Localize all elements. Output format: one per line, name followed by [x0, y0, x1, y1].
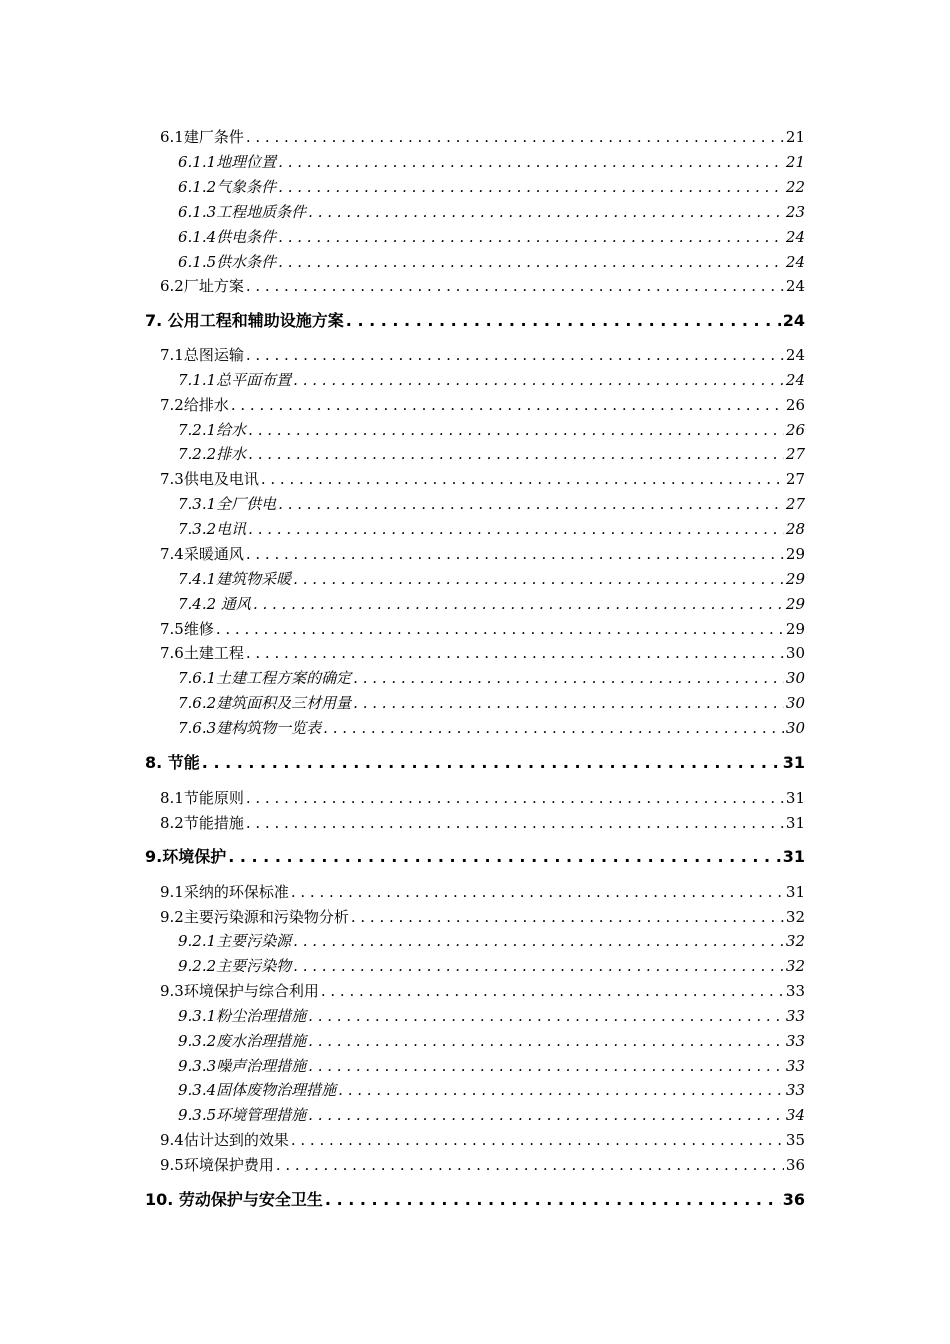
toc-dot-leader	[293, 955, 784, 977]
toc-page-number: 31	[782, 753, 805, 772]
toc-dot-leader	[278, 176, 784, 198]
toc-entry-label: 7.2.1给水	[178, 421, 247, 439]
toc-dot-leader	[246, 126, 784, 148]
toc-page-number: 24	[785, 228, 805, 246]
toc-page-number: 27	[785, 495, 805, 513]
toc-page-number: 36	[782, 1190, 805, 1209]
toc-entry-label: 6.1.4供电条件	[178, 228, 277, 246]
toc-entry-label: 6.1.1地理位置	[178, 153, 277, 171]
toc-entry[interactable]	[178, 1055, 805, 1077]
toc-page-number: 32	[785, 908, 805, 926]
toc-chapter-entry[interactable]	[145, 310, 805, 332]
toc-dot-leader	[291, 1129, 784, 1151]
toc-page-number: 31	[785, 789, 805, 807]
toc-page-number: 24	[785, 277, 805, 295]
toc-page-number: 24	[785, 371, 805, 389]
toc-page-number: 30	[785, 644, 805, 662]
toc-entry-label: 9.3环境保护与综合利用	[160, 982, 319, 1000]
toc-entry[interactable]	[178, 717, 805, 739]
toc-dot-leader	[246, 787, 784, 809]
toc-entry-label: 7.5维修	[160, 620, 214, 638]
toc-page-number: 29	[785, 620, 805, 638]
toc-entry-label: 6.1建厂条件	[160, 128, 244, 146]
toc-entry-label: 9.2.1主要污染源	[178, 932, 292, 950]
toc-entry[interactable]	[160, 344, 805, 366]
toc-entry[interactable]	[178, 443, 805, 465]
toc-entry-label: 7.4.2 通风	[178, 595, 251, 613]
toc-entry[interactable]	[178, 1030, 805, 1052]
toc-dot-leader	[351, 906, 784, 928]
toc-dot-leader	[278, 493, 784, 515]
toc-entry-label: 7.2给排水	[160, 396, 229, 414]
toc-dot-leader	[278, 151, 784, 173]
toc-chapter-entry[interactable]	[145, 752, 805, 774]
toc-entry[interactable]	[178, 419, 805, 441]
toc-entry-label: 9.3.3噪声治理措施	[178, 1057, 307, 1075]
toc-dot-leader	[248, 419, 784, 441]
toc-entry[interactable]	[160, 618, 805, 640]
toc-entry-label: 7.6.1土建工程方案的确定	[178, 669, 352, 687]
toc-page-number: 27	[785, 445, 805, 463]
toc-entry-label: 10. 劳动保护与安全卫生	[145, 1190, 323, 1209]
toc-page-number: 32	[785, 957, 805, 975]
toc-entry-label: 9.环境保护	[145, 847, 227, 866]
toc-dot-leader	[278, 226, 784, 248]
toc-page-number: 34	[785, 1106, 805, 1124]
toc-dot-leader	[353, 667, 784, 689]
toc-entry[interactable]	[160, 812, 805, 834]
toc-entry-label: 7.1总图运输	[160, 346, 244, 364]
toc-dot-leader	[293, 930, 784, 952]
toc-dot-leader	[321, 980, 784, 1002]
toc-page-number: 33	[785, 1057, 805, 1075]
toc-page-number: 21	[785, 128, 805, 146]
toc-entry[interactable]	[160, 394, 805, 416]
toc-dot-leader	[308, 1104, 784, 1126]
toc-entry-label: 9.1采纳的环保标准	[160, 883, 289, 901]
toc-entry[interactable]	[160, 126, 805, 148]
toc-dot-leader	[308, 1055, 784, 1077]
toc-entry[interactable]	[178, 251, 805, 273]
toc-dot-leader	[246, 642, 784, 664]
toc-page-number: 24	[782, 311, 805, 330]
toc-entry-label: 6.1.2气象条件	[178, 178, 277, 196]
toc-entry[interactable]	[178, 151, 805, 173]
toc-entry-label: 7.4采暖通风	[160, 545, 244, 563]
toc-page-number: 30	[785, 719, 805, 737]
toc-entry[interactable]	[178, 1005, 805, 1027]
toc-entry[interactable]	[160, 1154, 805, 1176]
toc-entry[interactable]	[178, 955, 805, 977]
toc-page-number: 31	[782, 847, 805, 866]
toc-entry-label: 7.3供电及电讯	[160, 470, 259, 488]
toc-page-number: 33	[785, 1081, 805, 1099]
toc-entry-label: 8. 节能	[145, 753, 200, 772]
toc-entry[interactable]	[178, 568, 805, 590]
toc-page-number: 33	[785, 1007, 805, 1025]
toc-entry[interactable]	[178, 518, 805, 540]
toc-page-number: 29	[785, 545, 805, 563]
toc-chapter-entry[interactable]	[145, 1189, 805, 1211]
toc-entry[interactable]	[160, 642, 805, 664]
toc-page-number: 31	[785, 883, 805, 901]
toc-page-number: 22	[785, 178, 805, 196]
toc-dot-leader	[231, 394, 784, 416]
toc-entry-label: 6.2厂址方案	[160, 277, 244, 295]
toc-entry-label: 7.3.2电讯	[178, 520, 247, 538]
toc-dot-leader	[346, 310, 781, 332]
toc-entry[interactable]	[178, 593, 805, 615]
toc-entry[interactable]	[178, 201, 805, 223]
toc-entry[interactable]	[178, 1079, 805, 1101]
toc-dot-leader	[248, 518, 784, 540]
toc-entry-label: 9.2.2主要污染物	[178, 957, 292, 975]
toc-dot-leader	[293, 568, 784, 590]
toc-entry[interactable]	[178, 493, 805, 515]
toc-dot-leader	[246, 275, 784, 297]
toc-dot-leader	[338, 1079, 784, 1101]
toc-dot-leader	[308, 1030, 784, 1052]
toc-page-number: 29	[785, 570, 805, 588]
toc-entry-label: 7.3.1全厂供电	[178, 495, 277, 513]
toc-entry[interactable]	[160, 980, 805, 1002]
toc-dot-leader	[202, 752, 781, 774]
toc-dot-leader	[246, 543, 784, 565]
toc-entry[interactable]	[160, 275, 805, 297]
toc-page-number: 24	[785, 253, 805, 271]
toc-entry-label: 6.1.3工程地质条件	[178, 203, 307, 221]
toc-entry-label: 7.1.1总平面布置	[178, 371, 292, 389]
toc-entry[interactable]	[178, 369, 805, 391]
toc-chapter-entry[interactable]	[145, 846, 805, 868]
toc-entry-label: 8.1节能原则	[160, 789, 244, 807]
toc-dot-leader	[246, 344, 784, 366]
toc-entry-label: 9.3.1粉尘治理措施	[178, 1007, 307, 1025]
toc-entry[interactable]	[160, 468, 805, 490]
toc-page-number: 33	[785, 1032, 805, 1050]
toc-entry[interactable]	[178, 176, 805, 198]
toc-page-number: 24	[785, 346, 805, 364]
toc-page-number: 33	[785, 982, 805, 1000]
toc-page-number: 26	[785, 396, 805, 414]
toc-entry[interactable]	[160, 1129, 805, 1151]
toc-entry-label: 6.1.5供水条件	[178, 253, 277, 271]
toc-page-number: 28	[785, 520, 805, 538]
toc-dot-leader	[216, 618, 784, 640]
toc-dot-leader	[246, 812, 784, 834]
toc-entry[interactable]	[178, 930, 805, 952]
toc-dot-leader	[308, 1005, 784, 1027]
toc-dot-leader	[325, 1189, 781, 1211]
toc-entry[interactable]	[160, 543, 805, 565]
toc-dot-leader	[261, 468, 784, 490]
toc-page-number: 27	[785, 470, 805, 488]
toc-entry[interactable]	[178, 667, 805, 689]
toc-entry[interactable]	[178, 692, 805, 714]
toc-page-number: 30	[785, 669, 805, 687]
toc-page-number: 26	[785, 421, 805, 439]
toc-page-number: 21	[785, 153, 805, 171]
toc-entry-label: 7.6.3建构筑物一览表	[178, 719, 322, 737]
toc-entry-label: 7.6土建工程	[160, 644, 244, 662]
toc-dot-leader	[353, 692, 784, 714]
toc-page-number: 30	[785, 694, 805, 712]
toc-entry-label: 9.3.2废水治理措施	[178, 1032, 307, 1050]
toc-entry-label: 9.4估计达到的效果	[160, 1131, 289, 1149]
toc-dot-leader	[248, 443, 784, 465]
toc-entry-label: 9.3.5环境管理措施	[178, 1106, 307, 1124]
toc-entry[interactable]	[160, 787, 805, 809]
toc-entry-label: 9.3.4固体废物治理措施	[178, 1081, 337, 1099]
toc-entry-label: 9.2主要污染源和污染物分析	[160, 908, 349, 926]
toc-dot-leader	[228, 846, 781, 868]
toc-page-number: 29	[785, 595, 805, 613]
toc-page-number: 35	[785, 1131, 805, 1149]
toc-entry[interactable]	[160, 906, 805, 928]
toc-dot-leader	[308, 201, 784, 223]
toc-dot-leader	[276, 1154, 784, 1176]
toc-page-number: 31	[785, 814, 805, 832]
toc-page-number: 36	[785, 1156, 805, 1174]
toc-dot-leader	[291, 881, 784, 903]
toc-entry[interactable]	[160, 881, 805, 903]
toc-dot-leader	[293, 369, 784, 391]
toc-entry-label: 7.6.2建筑面积及三材用量	[178, 694, 352, 712]
toc-dot-leader	[278, 251, 784, 273]
toc-page-number: 23	[785, 203, 805, 221]
toc-entry-label: 7.4.1建筑物采暖	[178, 570, 292, 588]
toc-dot-leader	[323, 717, 784, 739]
toc-entry[interactable]	[178, 226, 805, 248]
toc-entry-label: 9.5环境保护费用	[160, 1156, 274, 1174]
toc-entry-label: 7.2.2排水	[178, 445, 247, 463]
toc-entry-label: 7. 公用工程和辅助设施方案	[145, 311, 344, 330]
toc-entry-label: 8.2节能措施	[160, 814, 244, 832]
toc-dot-leader	[253, 593, 784, 615]
toc-entry[interactable]	[178, 1104, 805, 1126]
toc-page-number: 32	[785, 932, 805, 950]
